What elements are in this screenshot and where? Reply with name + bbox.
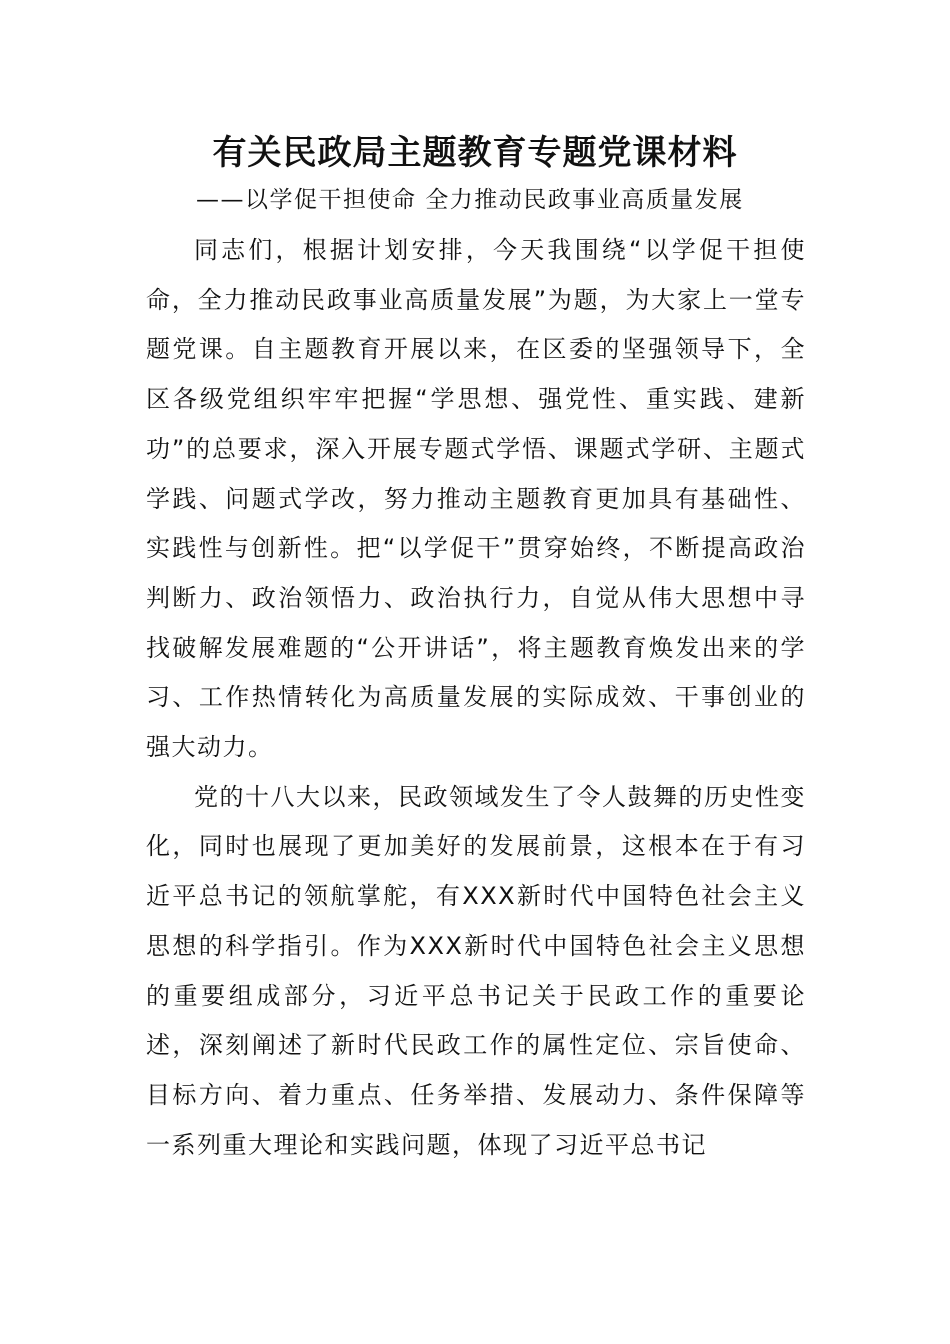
body-paragraph: 同志们，根据计划安排，今天我围绕“以学促干担使命，全力推动民政事业高质量发展”为题，为大家上一堂专题党课。自主题教育开展以来，在区委的坚强领导下，全区各级党组织牢牢把握“学思想、强党性、重实践、建新功”的总要求，深入开展专题式学悟、课题式学研、主题式学践、问题式学改，努力推动主题教育更加具有基础性、实践性与创新性。把“以学促干”贯穿始终，不断提高政治判断力、政治领悟力、政治执行力，自觉从伟大思想中寻找破解发展难题的“公开讲话”，将主题教育焕发出来的学习、工作热情转化为高质量发展的实际成效、干事创业的强大动力。 [146,236,806,762]
document-body [146,226,806,1170]
body-paragraph: 党的十八大以来，民政领域发生了令人鼓舞的历史性变化，同时也展现了更加美好的发展前景，这根本在于有习近平总书记的领航掌舵，有XXX新时代中国特色社会主义思想的科学指引。作为XXX新时代中国特色社会主义思想的重要组成部分，习近平总书记关于民政工作的重要论述，深刻阐述了新时代民政工作的属性定位、宗旨使命、目标方向、着力重点、任务举措、发展动力、条件保障等一系列重大理论和实践问题，体现了习近平总书记 [146,782,806,1159]
document-title: 有关民政局主题教育专题党课材料 [212,133,738,173]
document-subtitle: ——以学促干担使命 全力推动民政事业高质量发展 [196,187,744,213]
